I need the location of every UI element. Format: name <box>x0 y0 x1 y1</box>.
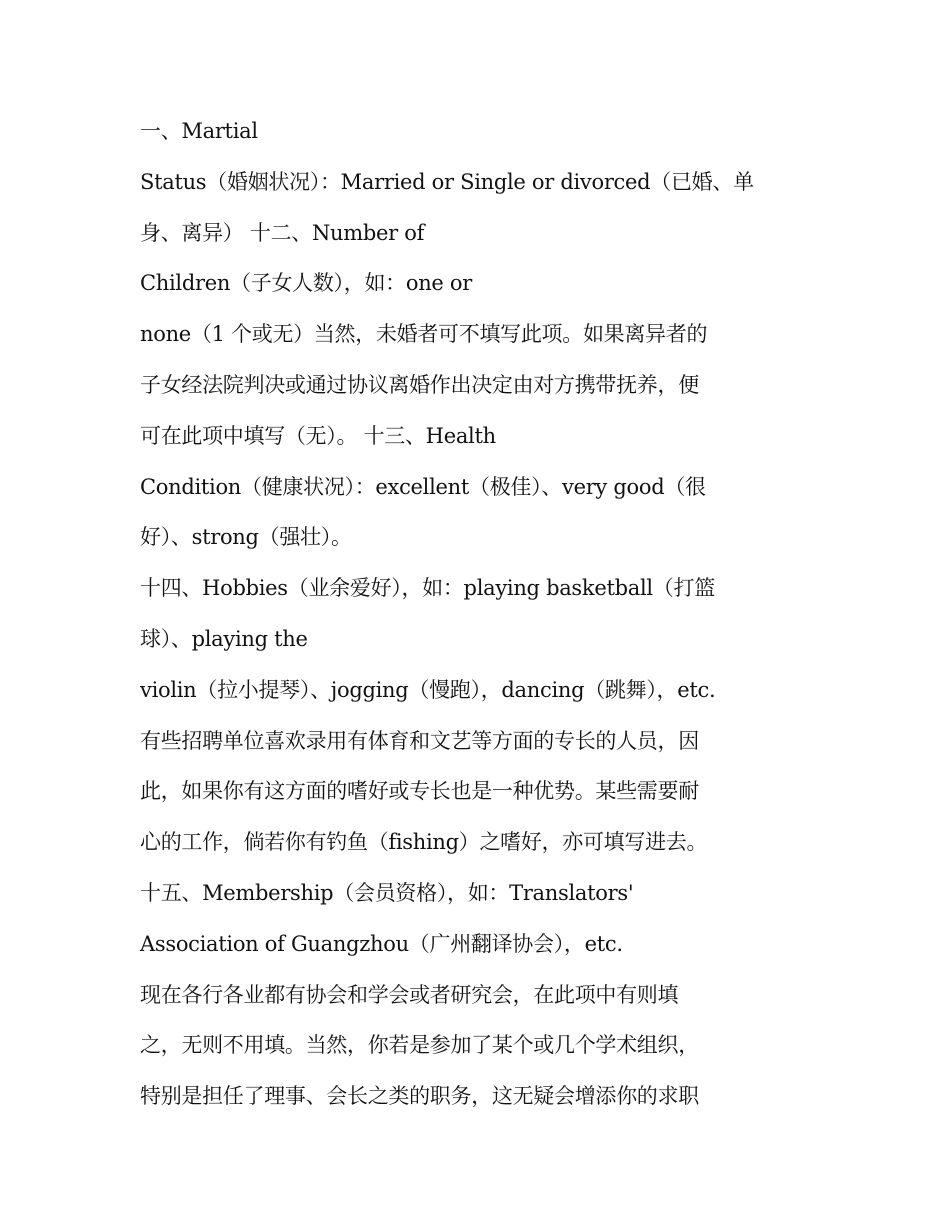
text-line: 球）、playing the <box>140 626 308 651</box>
text-line: 特别是担任了理事、会长之类的职务，这无疑会增添你的求职 <box>140 1084 699 1109</box>
text-line: Condition（健康状况）：excellent（极佳）、very good（很 <box>140 474 706 499</box>
text-line: 子女经法院判决或通过协议离婚作出决定由对方携带抚养，便 <box>140 372 699 397</box>
text-line: 现在各行各业都有协会和学会或者研究会，在此项中有则填 <box>140 982 679 1007</box>
text-line: violin（拉小提琴）、jogging（慢跑），dancing（跳舞），etc. <box>140 677 716 702</box>
text-line: 好）、strong（强壮）。 <box>140 525 352 550</box>
text-line: 之，无则不用填。当然，你若是参加了某个或几个学术组织， <box>140 1033 699 1058</box>
text-line: Association of Guangzhou（广州翻译协会），etc. <box>140 931 623 956</box>
text-line: 有些招聘单位喜欢录用有体育和文艺等方面的专长的人员，因 <box>140 728 699 753</box>
text-line: 心的工作，倘若你有钓鱼（fishing）之嗜好，亦可填写进去。 <box>140 830 708 855</box>
text-line: 此，如果你有这方面的嗜好或专长也是一种优势。某些需要耐 <box>140 779 699 804</box>
text-line: 可在此项中填写（无）。 十三、Health <box>140 423 496 448</box>
text-line: 身、离异） 十二、Number of <box>140 220 425 245</box>
text-line: none（1 个或无）当然，未婚者可不填写此项。如果离异者的 <box>140 322 708 347</box>
document-body <box>140 106 830 1122</box>
text-line: Status（婚姻状况）：Married or Single or divorced（已婚、单 <box>140 169 754 194</box>
text-line: Children（子女人数），如：one or <box>140 271 473 296</box>
text-line: 一、Martial <box>140 119 258 143</box>
text-line: 十五、Membership（会员资格），如：Translators' <box>140 880 634 905</box>
text-line: 十四、Hobbies（业余爱好），如：playing basketball（打篮 <box>140 576 715 601</box>
